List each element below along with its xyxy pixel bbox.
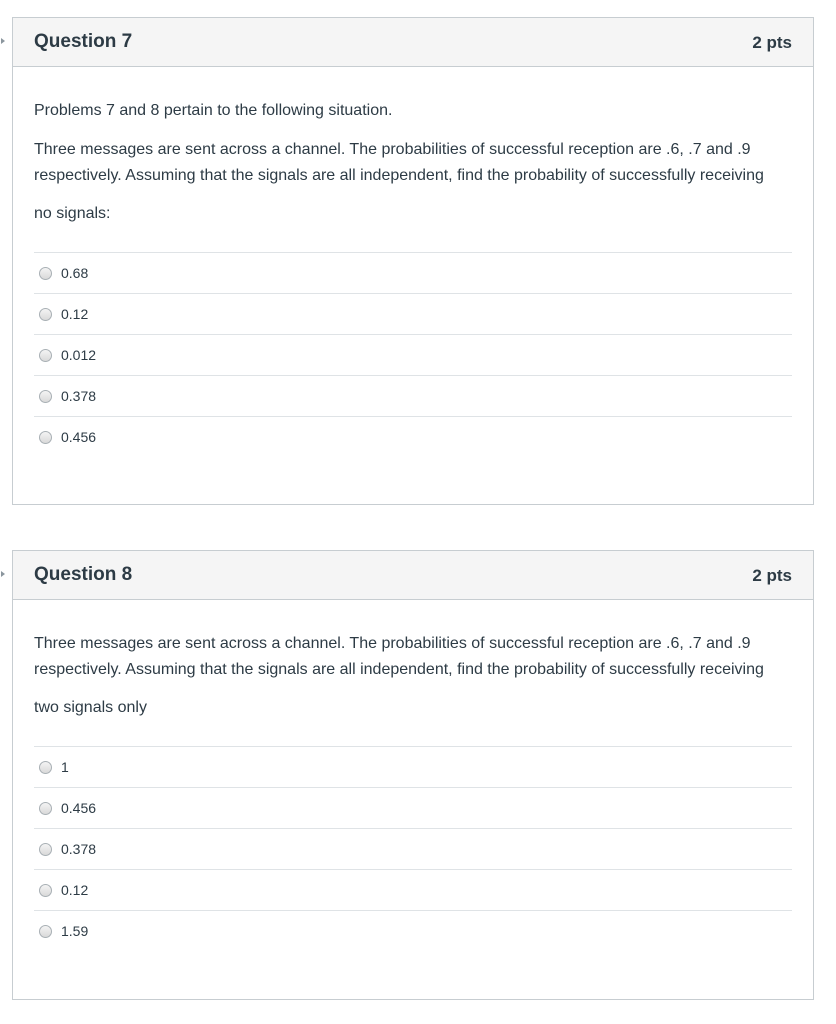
answer-label: 0.12 [61,306,89,322]
answer-option[interactable] [34,747,792,788]
answer-option[interactable] [34,829,792,870]
question-header [13,551,813,600]
question-text [34,600,792,721]
question-stem: Three messages are sent across a channel. The probabilities of successful reception are .6, .7 and .9 respectively. Assuming that the signals are all independent, find the probability of successfully receiving [34,635,764,678]
radio-button[interactable] [39,925,52,938]
answer-label: 1 [61,759,69,775]
answer-option[interactable] [34,417,792,457]
radio-button[interactable] [39,267,52,280]
question-header [13,18,813,67]
answer-label: 0.012 [61,347,97,363]
radio-button[interactable] [39,884,52,897]
answer-label: 1.59 [61,923,89,939]
question-text [34,67,792,227]
answer-label: 0.456 [61,429,97,445]
question-marker-icon [1,571,5,577]
question-points: 2 pts [752,33,792,52]
question-points: 2 pts [752,566,792,585]
question-8 [12,550,814,1000]
question-title: Question 8 [34,564,133,585]
question-7 [12,17,814,505]
question-prompt: no signals: [34,205,111,222]
answer-option[interactable] [34,294,792,335]
answer-option[interactable] [34,376,792,417]
question-prompt: two signals only [34,699,147,716]
answer-list [34,252,792,457]
radio-button[interactable] [39,802,52,815]
answer-label: 0.378 [61,388,97,404]
radio-button[interactable] [39,843,52,856]
question-title: Question 7 [34,31,133,52]
question-stem: Three messages are sent across a channel. The probabilities of successful reception are .6, .7 and .9 respectively. Assuming that the signals are all independent, find the probability of successfully receiving [34,141,764,184]
answer-option[interactable] [34,870,792,911]
answer-option[interactable] [34,253,792,294]
answer-label: 0.12 [61,882,89,898]
radio-button[interactable] [39,390,52,403]
answer-label: 0.378 [61,841,97,857]
question-marker-icon [1,38,5,44]
radio-button[interactable] [39,761,52,774]
radio-button[interactable] [39,349,52,362]
answer-option[interactable] [34,335,792,376]
answer-option[interactable] [34,788,792,829]
radio-button[interactable] [39,431,52,444]
radio-button[interactable] [39,308,52,321]
answer-list [34,746,792,951]
answer-label: 0.456 [61,800,97,816]
answer-option[interactable] [34,911,792,951]
answer-label: 0.68 [61,265,89,281]
question-intro: Problems 7 and 8 pertain to the following situation. [34,102,393,119]
